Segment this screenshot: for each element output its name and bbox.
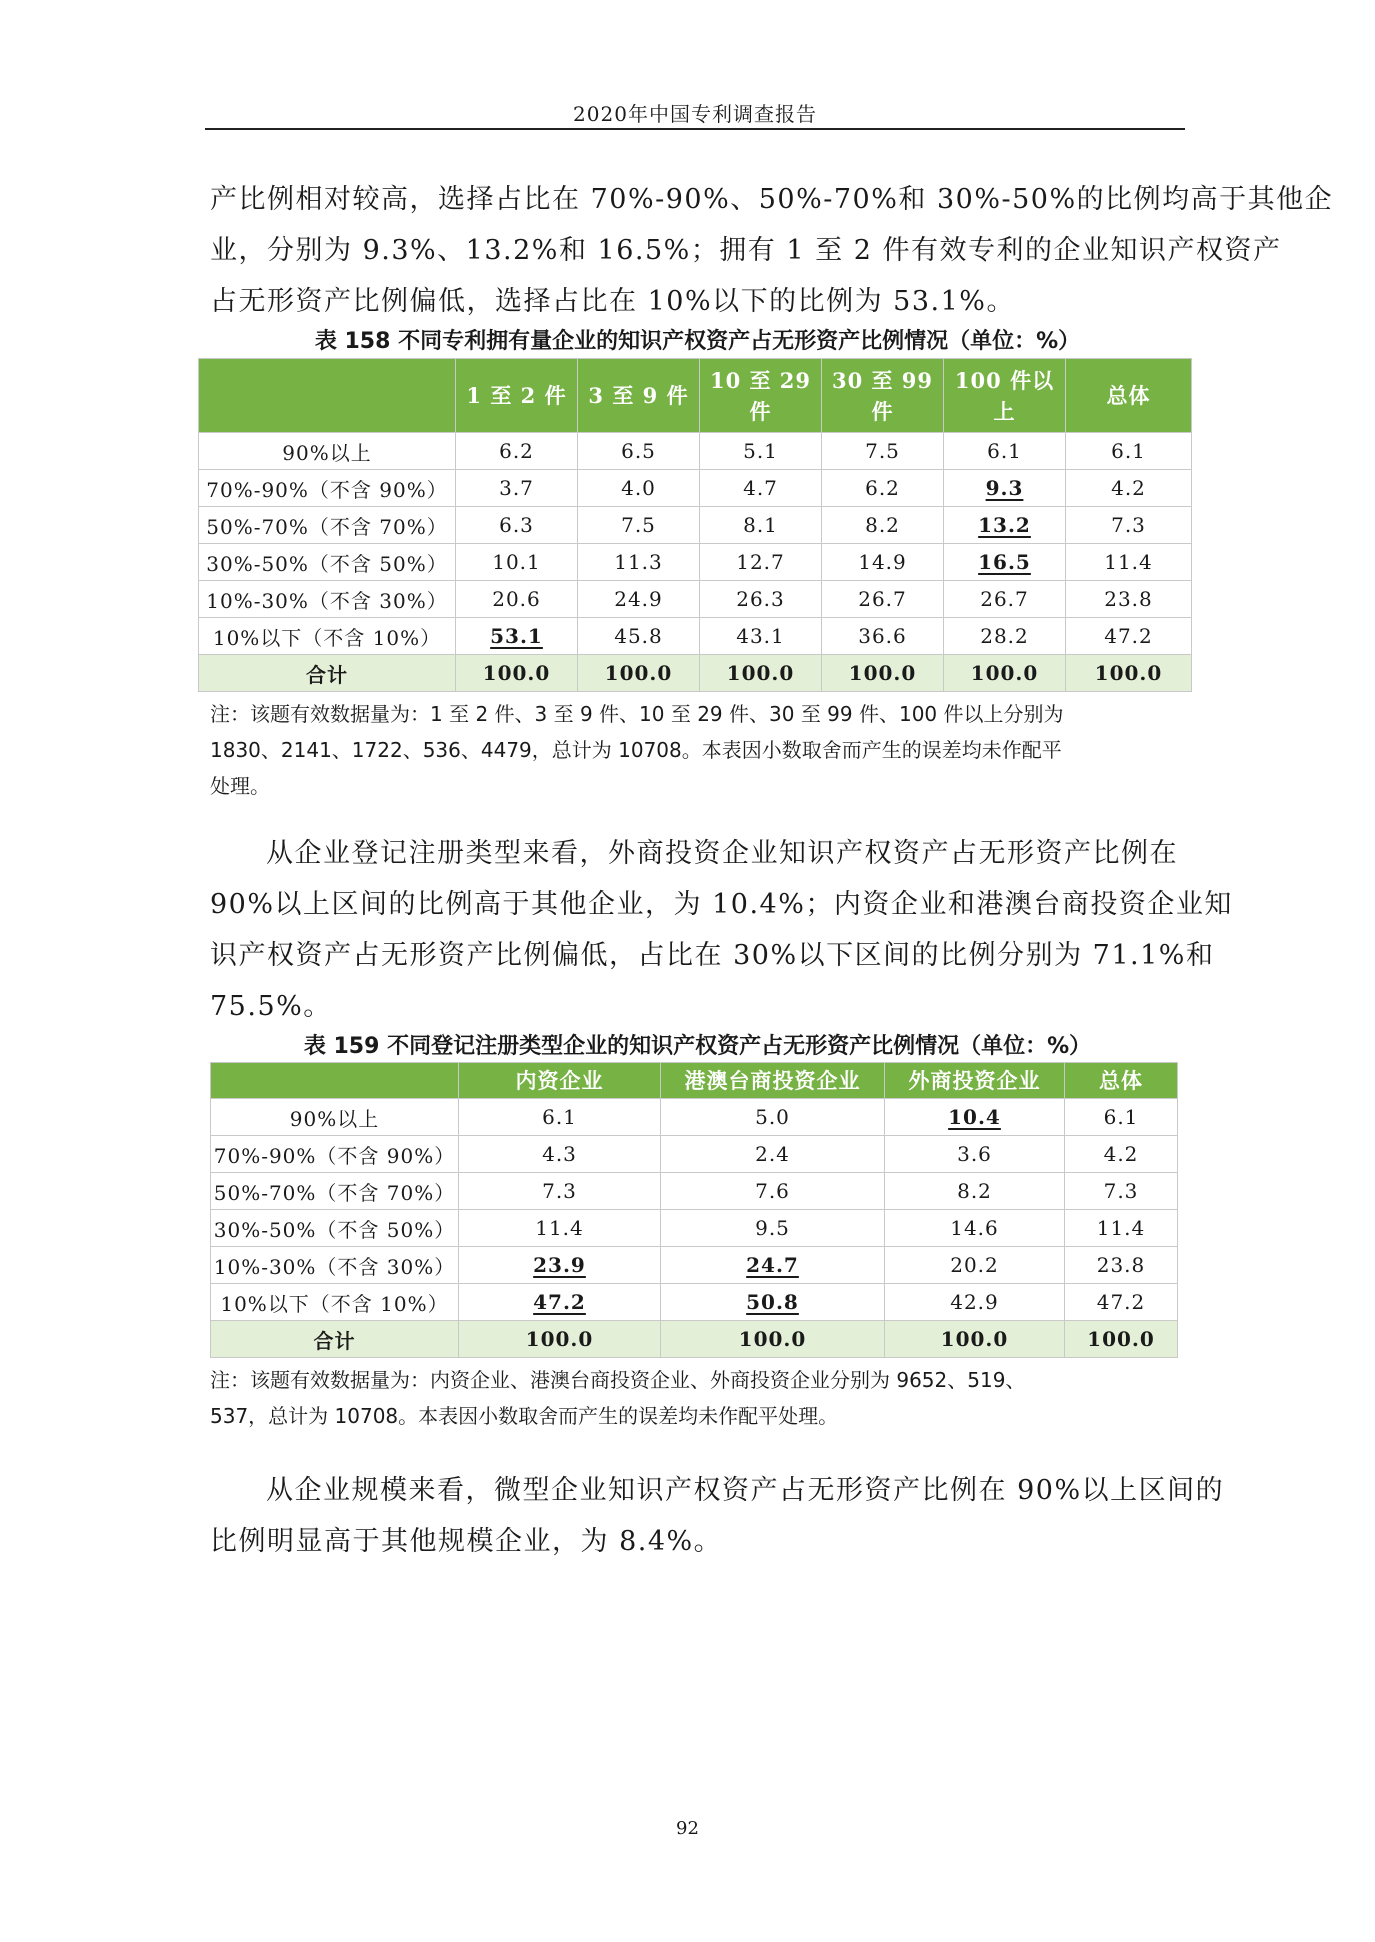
total-cell: 100.0 [885, 1321, 1065, 1358]
table-cell: 6.1 [1065, 1099, 1178, 1136]
table-cell: 10.1 [456, 544, 578, 581]
highlight-value: 9.3 [985, 476, 1024, 500]
row-label: 30%-50%（不含 50%） [211, 1210, 459, 1247]
paragraph-line: 占无形资产比例偏低，选择占比在 10%以下的比例为 53.1%。 [210, 286, 1015, 317]
paragraph-line: 业，分别为 9.3%、13.2%和 16.5%；拥有 1 至 2 件有效专利的企业知识产权资产 [210, 235, 1282, 266]
table-row [211, 1284, 1178, 1321]
table-cell: 11.3 [578, 544, 700, 581]
table-row [199, 581, 1192, 618]
table-cell: 4.7 [700, 470, 822, 507]
table-cell: 26.7 [944, 581, 1066, 618]
paragraph-line: 识产权资产占无形资产比例偏低，占比在 30%以下区间的比例分别为 71.1%和 [210, 940, 1215, 971]
row-label: 30%-50%（不含 50%） [199, 544, 456, 581]
table-cell: 28.2 [944, 618, 1066, 655]
row-label: 10%-30%（不含 30%） [199, 581, 456, 618]
table-cell: 11.4 [1065, 1210, 1178, 1247]
table-cell: 6.1 [1066, 433, 1192, 470]
header-cell [199, 359, 456, 433]
total-cell: 100.0 [456, 655, 578, 692]
total-cell: 100.0 [459, 1321, 661, 1358]
header-cell: 10 至 29 件 [700, 359, 822, 433]
row-label: 90%以上 [211, 1099, 459, 1136]
table-cell: 8.1 [700, 507, 822, 544]
page-number: 92 [676, 1818, 699, 1839]
table-cell: 36.6 [822, 618, 944, 655]
header-rule [205, 128, 1185, 130]
paragraph-line: 90%以上区间的比例高于其他企业，为 10.4%；内资企业和港澳台商投资企业知 [210, 889, 1233, 920]
total-cell: 100.0 [944, 655, 1066, 692]
table-cell-highlight [459, 1284, 661, 1321]
header-cell: 内资企业 [459, 1063, 661, 1099]
paragraph-line: 产比例相对较高，选择占比在 70%-90%、50%-70%和 30%-50%的比例均高于其他企 [210, 184, 1334, 215]
row-label: 10%以下（不含 10%） [211, 1284, 459, 1321]
table-cell-highlight [885, 1099, 1065, 1136]
table-row [211, 1247, 1178, 1284]
table-total-row [211, 1321, 1178, 1358]
table-cell: 45.8 [578, 618, 700, 655]
table-row [211, 1099, 1178, 1136]
table-row [199, 433, 1192, 470]
table-cell: 11.4 [459, 1210, 661, 1247]
table-cell: 9.5 [661, 1210, 885, 1247]
table-cell: 23.8 [1065, 1247, 1178, 1284]
header-cell: 100 件以上 [944, 359, 1066, 433]
row-label: 50%-70%（不含 70%） [199, 507, 456, 544]
table-158-caption: 表 158 不同专利拥有量企业的知识产权资产占无形资产比例情况（单位：%） [314, 329, 1081, 354]
table-cell-highlight [944, 470, 1066, 507]
paragraph-line: 从企业登记注册类型来看，外商投资企业知识产权资产占无形资产比例在 [266, 838, 1178, 869]
total-cell: 100.0 [578, 655, 700, 692]
header-cell: 总体 [1066, 359, 1192, 433]
table-total-row [199, 655, 1192, 692]
table-header-row [211, 1063, 1178, 1099]
header-cell: 30 至 99 件 [822, 359, 944, 433]
table-cell: 6.1 [459, 1099, 661, 1136]
paragraph-1 [210, 174, 1334, 327]
table-cell: 26.3 [700, 581, 822, 618]
table-row [211, 1136, 1178, 1173]
row-label: 70%-90%（不含 90%） [199, 470, 456, 507]
note-line: 537，总计为 10708。本表因小数取舍而产生的误差均未作配平处理。 [210, 1404, 839, 1428]
running-header: 2020年中国专利调查报告 [573, 102, 817, 126]
table-cell: 2.4 [661, 1136, 885, 1173]
table-cell-highlight [661, 1247, 885, 1284]
paragraph-2 [210, 828, 1233, 1032]
table-158 [198, 358, 1192, 692]
table-cell-highlight [944, 507, 1066, 544]
table-158-note [210, 696, 1185, 804]
highlight-value: 47.2 [533, 1290, 586, 1314]
table-cell-highlight [661, 1284, 885, 1321]
note-line: 注：该题有效数据量为：1 至 2 件、3 至 9 件、10 至 29 件、30 至 99 件、100 件以上分别为 [210, 702, 1064, 726]
table-cell: 6.3 [456, 507, 578, 544]
table-cell: 7.6 [661, 1173, 885, 1210]
table-row [199, 544, 1192, 581]
table-cell: 7.3 [1065, 1173, 1178, 1210]
table-cell: 5.1 [700, 433, 822, 470]
paragraph-line: 比例明显高于其他规模企业，为 8.4%。 [210, 1526, 723, 1557]
row-label: 50%-70%（不含 70%） [211, 1173, 459, 1210]
table-cell-highlight [456, 618, 578, 655]
total-label: 合计 [211, 1321, 459, 1358]
table-cell: 26.7 [822, 581, 944, 618]
header-cell: 港澳台商投资企业 [661, 1063, 885, 1099]
table-cell: 23.8 [1066, 581, 1192, 618]
table-cell: 47.2 [1065, 1284, 1178, 1321]
header-cell: 外商投资企业 [885, 1063, 1065, 1099]
row-label: 90%以上 [199, 433, 456, 470]
row-label: 70%-90%（不含 90%） [211, 1136, 459, 1173]
table-cell: 3.7 [456, 470, 578, 507]
paragraph-line: 从企业规模来看，微型企业知识产权资产占无形资产比例在 90%以上区间的 [266, 1475, 1225, 1506]
table-cell: 7.5 [822, 433, 944, 470]
table-cell: 43.1 [700, 618, 822, 655]
header-cell: 总体 [1065, 1063, 1178, 1099]
table-cell: 4.2 [1065, 1136, 1178, 1173]
table-cell: 42.9 [885, 1284, 1065, 1321]
table-cell: 7.3 [459, 1173, 661, 1210]
table-cell: 3.6 [885, 1136, 1065, 1173]
table-159 [210, 1062, 1178, 1358]
highlight-value: 24.7 [746, 1253, 799, 1277]
table-cell: 5.0 [661, 1099, 885, 1136]
table-row [199, 507, 1192, 544]
total-cell: 100.0 [700, 655, 822, 692]
table-cell: 4.3 [459, 1136, 661, 1173]
highlight-value: 53.1 [490, 624, 543, 648]
total-cell: 100.0 [1066, 655, 1192, 692]
table-cell-highlight [944, 544, 1066, 581]
total-cell: 100.0 [661, 1321, 885, 1358]
total-cell: 100.0 [1065, 1321, 1178, 1358]
table-row [199, 618, 1192, 655]
table-cell: 14.9 [822, 544, 944, 581]
header-cell: 1 至 2 件 [456, 359, 578, 433]
note-line: 处理。 [210, 774, 270, 798]
table-cell: 24.9 [578, 581, 700, 618]
table-cell: 20.6 [456, 581, 578, 618]
header-cell [211, 1063, 459, 1099]
table-cell: 7.3 [1066, 507, 1192, 544]
note-line: 注：该题有效数据量为：内资企业、港澳台商投资企业、外商投资企业分别为 9652、519、 [210, 1368, 1026, 1392]
total-label: 合计 [199, 655, 456, 692]
highlight-value: 23.9 [533, 1253, 586, 1277]
table-159-caption: 表 159 不同登记注册类型企业的知识产权资产占无形资产比例情况（单位：%） [303, 1034, 1092, 1059]
table-cell: 6.5 [578, 433, 700, 470]
table-cell: 47.2 [1066, 618, 1192, 655]
highlight-value: 13.2 [978, 513, 1031, 537]
row-label: 10%-30%（不含 30%） [211, 1247, 459, 1284]
paragraph-3 [210, 1465, 1225, 1567]
note-line: 1830、2141、1722、536、4479，总计为 10708。本表因小数取舍而产生的误差均未作配平 [210, 738, 1062, 762]
table-cell: 12.7 [700, 544, 822, 581]
table-cell: 6.2 [456, 433, 578, 470]
table-cell: 6.1 [944, 433, 1066, 470]
header-cell: 3 至 9 件 [578, 359, 700, 433]
table-cell: 8.2 [822, 507, 944, 544]
table-159-note [210, 1362, 1185, 1434]
table-cell: 8.2 [885, 1173, 1065, 1210]
row-label: 10%以下（不含 10%） [199, 618, 456, 655]
total-cell: 100.0 [822, 655, 944, 692]
table-row [211, 1173, 1178, 1210]
highlight-value: 50.8 [746, 1290, 799, 1314]
paragraph-line: 75.5%。 [210, 991, 332, 1022]
table-header-row [199, 359, 1192, 433]
table-cell: 6.2 [822, 470, 944, 507]
table-cell: 14.6 [885, 1210, 1065, 1247]
table-cell: 20.2 [885, 1247, 1065, 1284]
table-cell: 7.5 [578, 507, 700, 544]
highlight-value: 10.4 [948, 1105, 1001, 1129]
table-row [199, 470, 1192, 507]
table-cell-highlight [459, 1247, 661, 1284]
table-cell: 11.4 [1066, 544, 1192, 581]
table-cell: 4.2 [1066, 470, 1192, 507]
highlight-value: 16.5 [978, 550, 1031, 574]
table-row [211, 1210, 1178, 1247]
table-cell: 4.0 [578, 470, 700, 507]
